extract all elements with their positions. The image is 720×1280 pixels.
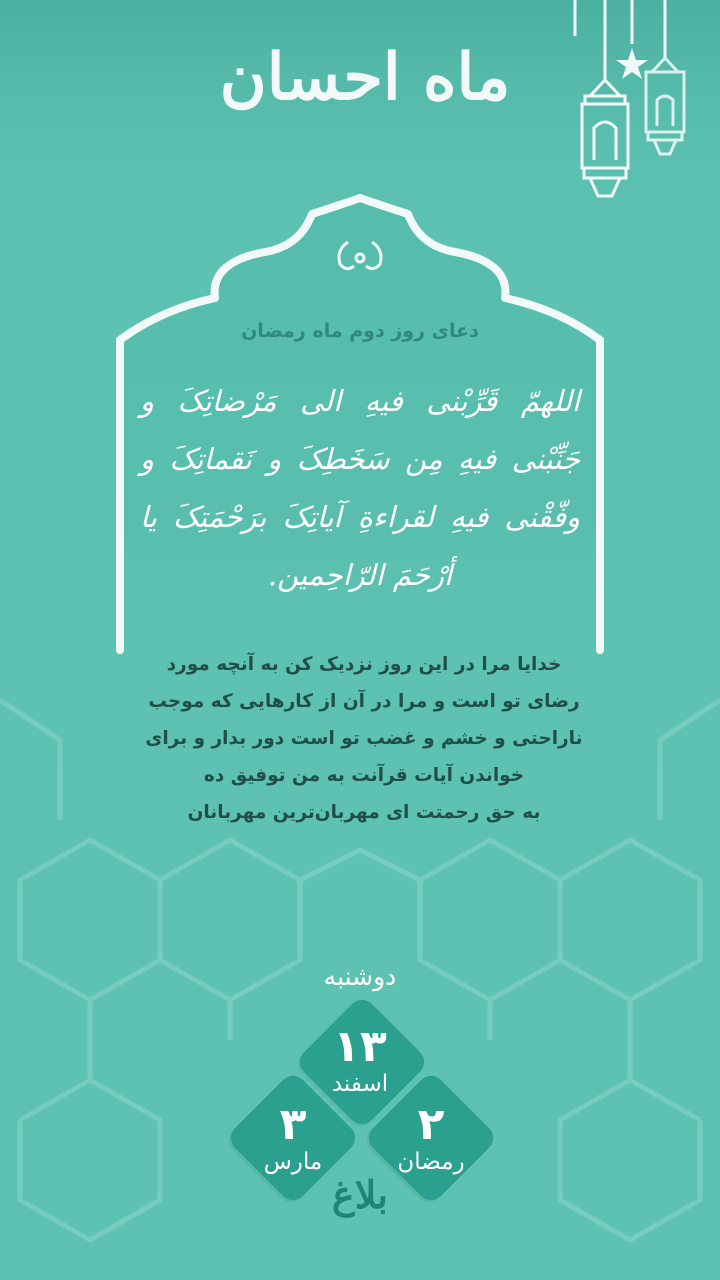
dua-text: اللهمّ قَرِّبْنی فیهِ الی مَرْضاتِکَ و جَنِّبْنی فیهِ مِن سَخَطِکَ و نَقماتِکَ و وفّقْنی فیهِ لقراءةِ آیاتِکَ برَحْمَتِکَ یا أرْحَمَ الرّاحِمین. [140,384,580,592]
solar-date [300,1021,420,1098]
translation-line: به حق رحمتت ای مهربان‌ترین مهربانان [187,802,541,823]
gregorian-month: مارس [263,1149,323,1175]
translation-line: خواندن آیات قرآنت به من توفیق ده [203,765,525,786]
solar-month: اسفند [331,1071,389,1097]
lunar-month: رمضان [397,1149,465,1175]
gregorian-date [233,1099,353,1176]
gregorian-day-number: ۳ [279,1099,307,1150]
solar-day-number: ۱۳ [333,1021,387,1072]
logo-title: ماه احسان [219,40,511,115]
star-icon [616,48,648,79]
translation-line: رضای تو است و مرا در آن از کارهایی که موجب [148,691,580,712]
lantern-icon [646,58,684,154]
dua-subtitle: دعای روز دوم ماه رمضان [241,320,479,342]
lunar-day-number: ۲ [417,1099,445,1150]
crescent-moon-icon [561,38,588,66]
translation-line: خدایا مرا در این روز نزدیک کن به آنچه مورد [166,654,562,675]
brand-logo: بلاغ [332,1172,388,1217]
lunar-date [371,1099,491,1176]
translation-line: ناراحتی و خشم و غضب تو است دور بدار و برای [145,728,583,749]
weekday-label: دوشنبه [323,962,397,991]
lantern-icon [582,80,628,196]
translation-text [128,646,600,831]
